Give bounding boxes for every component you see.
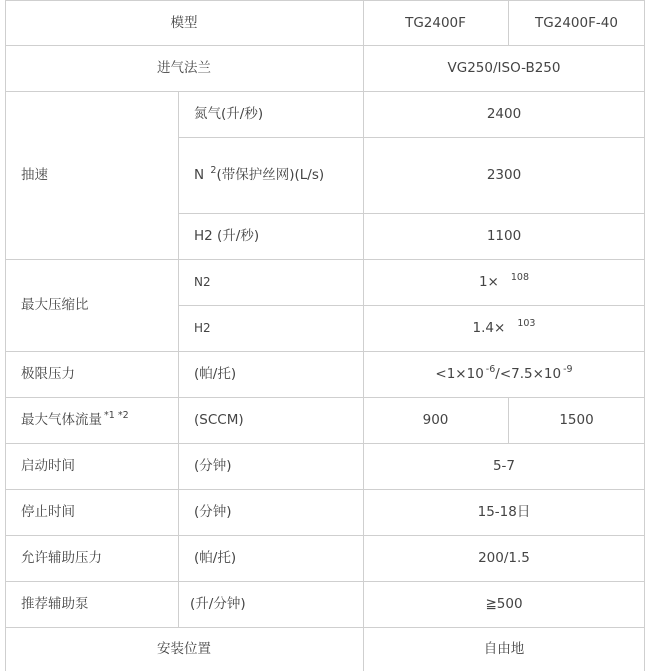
ultimate-pressure-unit: (帕/托) <box>194 365 237 382</box>
speed-n2-mesh-unit <box>178 137 363 213</box>
aux-pump-label: 推荐辅助泵 <box>21 595 89 612</box>
header-model-a: TG2400F <box>405 14 466 31</box>
max-gas-flow-note: *1 *2 <box>104 410 129 422</box>
ultimate-pressure-value <box>363 351 645 397</box>
start-time-label: 启动时间 <box>21 457 75 474</box>
speed-n2-value: 2400 <box>486 105 522 122</box>
max-gas-flow-value-b: 1500 <box>559 411 594 428</box>
ultimate-pressure-label: 极限压力 <box>21 365 75 382</box>
start-time-unit: (分钟) <box>194 457 232 474</box>
max-gas-flow-unit: (SCCM) <box>194 411 244 428</box>
stop-time-label: 停止时间 <box>21 503 75 520</box>
header-label: 模型 <box>170 14 198 31</box>
compression-h2-exp: 103 <box>517 318 536 330</box>
max-gas-flow-value-a: 900 <box>422 411 449 428</box>
stop-time-unit: (分钟) <box>194 503 232 520</box>
compression-h2-unit: H2 <box>194 320 211 335</box>
stop-time-value: 15-18日 <box>477 503 531 520</box>
compression-n2-mantissa: 1× <box>478 273 499 290</box>
mounting-value: 自由地 <box>483 640 525 657</box>
ultimate-pressure-e2: -9 <box>563 364 573 376</box>
spec-table <box>5 0 645 671</box>
mounting-label: 安装位置 <box>157 640 211 657</box>
compression-n2-exp: 108 <box>510 272 530 284</box>
compression-label: 最大压缩比 <box>21 296 89 313</box>
compression-n2-value <box>363 259 645 305</box>
aux-pump-unit: (升/分钟) <box>190 595 246 612</box>
speed-n2-mesh-value: 2300 <box>486 166 522 183</box>
speed-n2-mesh-sup: 2 <box>210 165 217 176</box>
max-gas-flow-text: 最大气体流量 <box>21 411 102 428</box>
ultimate-pressure-v1: <1×10 <box>435 365 484 382</box>
flange-label: 进气法兰 <box>157 60 211 77</box>
speed-n2-mesh-suffix: (带保护丝网)(L/s) <box>216 167 325 183</box>
compression-h2-value <box>363 305 645 351</box>
flange-value: VG250/ISO-B250 <box>447 60 561 77</box>
header-model-b: TG2400F-40 <box>535 14 618 31</box>
speed-n2-mesh-prefix: N <box>194 167 205 183</box>
aux-pressure-value: 200/1.5 <box>478 549 530 566</box>
pumping-speed-label: 抽速 <box>21 166 48 183</box>
aux-pressure-unit: (帕/托) <box>194 549 237 566</box>
start-time-value: 5-7 <box>492 457 516 474</box>
max-gas-flow-label <box>5 397 178 443</box>
speed-h2-unit: H2 (升/秒) <box>194 227 260 244</box>
aux-pressure-label: 允许辅助压力 <box>21 549 102 566</box>
compression-h2-mantissa: 1.4× <box>472 319 506 336</box>
speed-n2-unit: 氮气(升/秒) <box>194 105 264 122</box>
ultimate-pressure-v2: /<7.5×10 <box>495 365 562 382</box>
aux-pump-value: ≧500 <box>485 595 523 612</box>
ultimate-pressure-e1: -6 <box>485 364 496 376</box>
speed-h2-value: 1100 <box>486 227 522 244</box>
compression-n2-unit: N2 <box>194 274 211 289</box>
